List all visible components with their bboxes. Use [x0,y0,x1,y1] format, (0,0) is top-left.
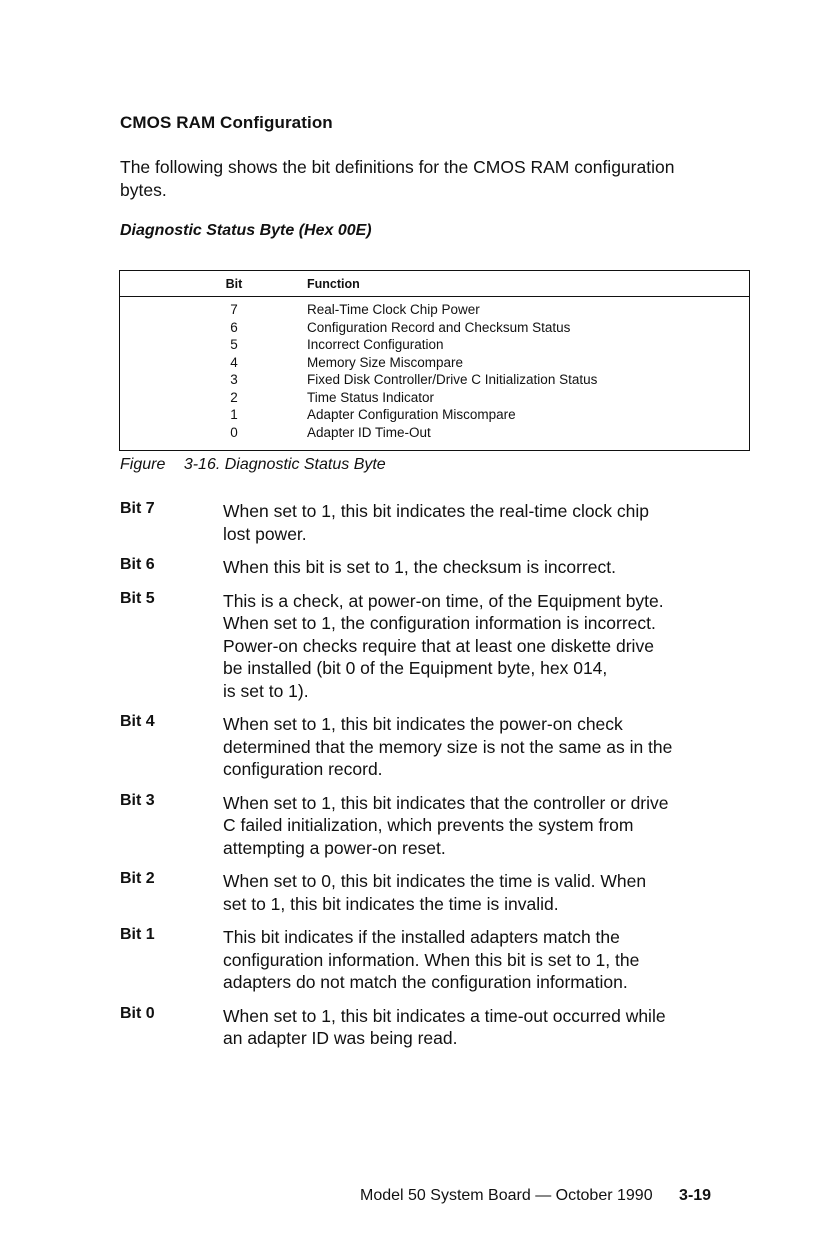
table-row [120,407,749,425]
definition-term: Bit 0 [120,1004,155,1022]
definition-item [120,556,760,579]
row-bit: 6 [230,319,238,335]
definition-line: adapters do not match the configuration information. [223,972,628,992]
table-row [120,302,749,320]
row-bit: 1 [230,407,238,422]
row-function: Adapter Configuration Miscompare [307,407,516,422]
row-bit: 3 [230,372,238,387]
definition-line: an adapter ID was being read. [223,1028,458,1048]
page-number: 3-19 [679,1187,712,1204]
caption-label: Figure [120,456,166,473]
definition-line: This is a check, at power-on time, of the Equipment byte. [223,590,664,611]
definition-line: When set to 1, this bit indicates that the controller or drive [223,792,669,813]
definition-text [223,1005,763,1050]
row-function: Configuration Record and Checksum Status [307,319,571,335]
definition-text [223,500,763,545]
definition-line: Power-on checks require that at least one diskette drive [223,635,654,656]
bit-table [119,270,750,451]
definition-line: When set to 1, this bit indicates a time-out occurred while [223,1005,666,1026]
figure-caption [120,456,386,474]
definition-line: is set to 1). [223,680,309,701]
definition-line: When this bit is set to 1, the checksum is incorrect. [223,557,616,577]
definition-text [223,590,763,703]
definition-line: C failed initialization, which prevents the system from [223,815,634,835]
row-bit: 2 [230,389,238,405]
definition-line: configuration record. [223,759,383,779]
definition-item [120,870,760,915]
definition-item [120,926,760,994]
row-bit: 7 [230,302,238,317]
table-row [120,425,749,443]
header-function: Function [307,277,360,291]
caption-text: Diagnostic Status Byte [224,456,386,473]
definition-term: Bit 3 [120,791,155,809]
definition-item [120,713,760,781]
definition-line: lost power. [223,523,307,544]
definition-item [120,500,760,545]
table-body [120,302,749,442]
definition-line: When set to 1, this bit indicates the real-time clock chip [223,501,650,521]
definition-line: be installed (bit 0 of the Equipment byte, hex 014, [223,658,608,678]
definition-line: attempting a power-on reset. [223,837,446,858]
bit-definitions [120,500,760,1050]
definition-item [120,792,760,860]
definition-line: When set to 1, the configuration information is incorrect. [223,613,656,633]
definition-term: Bit 5 [120,589,155,607]
intro-paragraph: The following shows the bit definitions for the CMOS RAM configuration bytes. [120,157,675,200]
definition-term: Bit 6 [120,556,155,573]
definition-term: Bit 4 [120,713,155,730]
row-function: Memory Size Miscompare [307,354,464,370]
row-function: Real-Time Clock Chip Power [307,302,480,317]
table-row [120,337,749,355]
definition-line: configuration information. When this bit is set to 1, the [223,949,640,970]
definition-term: Bit 7 [120,500,155,517]
page-footer [360,1187,711,1205]
definition-line: When set to 1, this bit indicates the power-on check [223,714,623,734]
definition-term: Bit 2 [120,870,155,887]
row-function: Adapter ID Time-Out [307,424,431,440]
row-bit: 5 [230,337,238,352]
table-row [120,355,749,373]
caption-number: 3-16. [183,456,221,473]
row-bit: 4 [230,354,238,370]
definition-line: determined that the memory size is not the same as in the [223,736,673,757]
definition-item [120,1005,760,1050]
table-header [120,271,749,297]
definition-line: When set to 0, this bit indicates the time is valid. When [223,871,647,891]
footer-text: Model 50 System Board — October 1990 [360,1187,653,1204]
definition-text [223,870,763,915]
table-row [120,372,749,390]
row-function: Time Status Indicator [307,389,435,405]
table-subtitle: Diagnostic Status Byte (Hex 00E) [120,222,372,239]
row-bit: 0 [230,424,238,440]
definition-text [223,792,763,860]
definition-line: set to 1, this bit indicates the time is invalid. [223,893,559,914]
header-bit: Bit [225,277,243,291]
table-row [120,390,749,408]
definition-term: Bit 1 [120,926,155,943]
definition-line: This bit indicates if the installed adapters match the [223,927,620,947]
section-title: CMOS RAM Configuration [120,113,333,132]
table-row [120,320,749,338]
definition-item [120,590,760,703]
definition-text [223,713,763,781]
row-function: Fixed Disk Controller/Drive C Initialization Status [307,372,598,387]
definition-text [223,556,763,579]
row-function: Incorrect Configuration [307,337,444,352]
definition-text [223,926,763,994]
